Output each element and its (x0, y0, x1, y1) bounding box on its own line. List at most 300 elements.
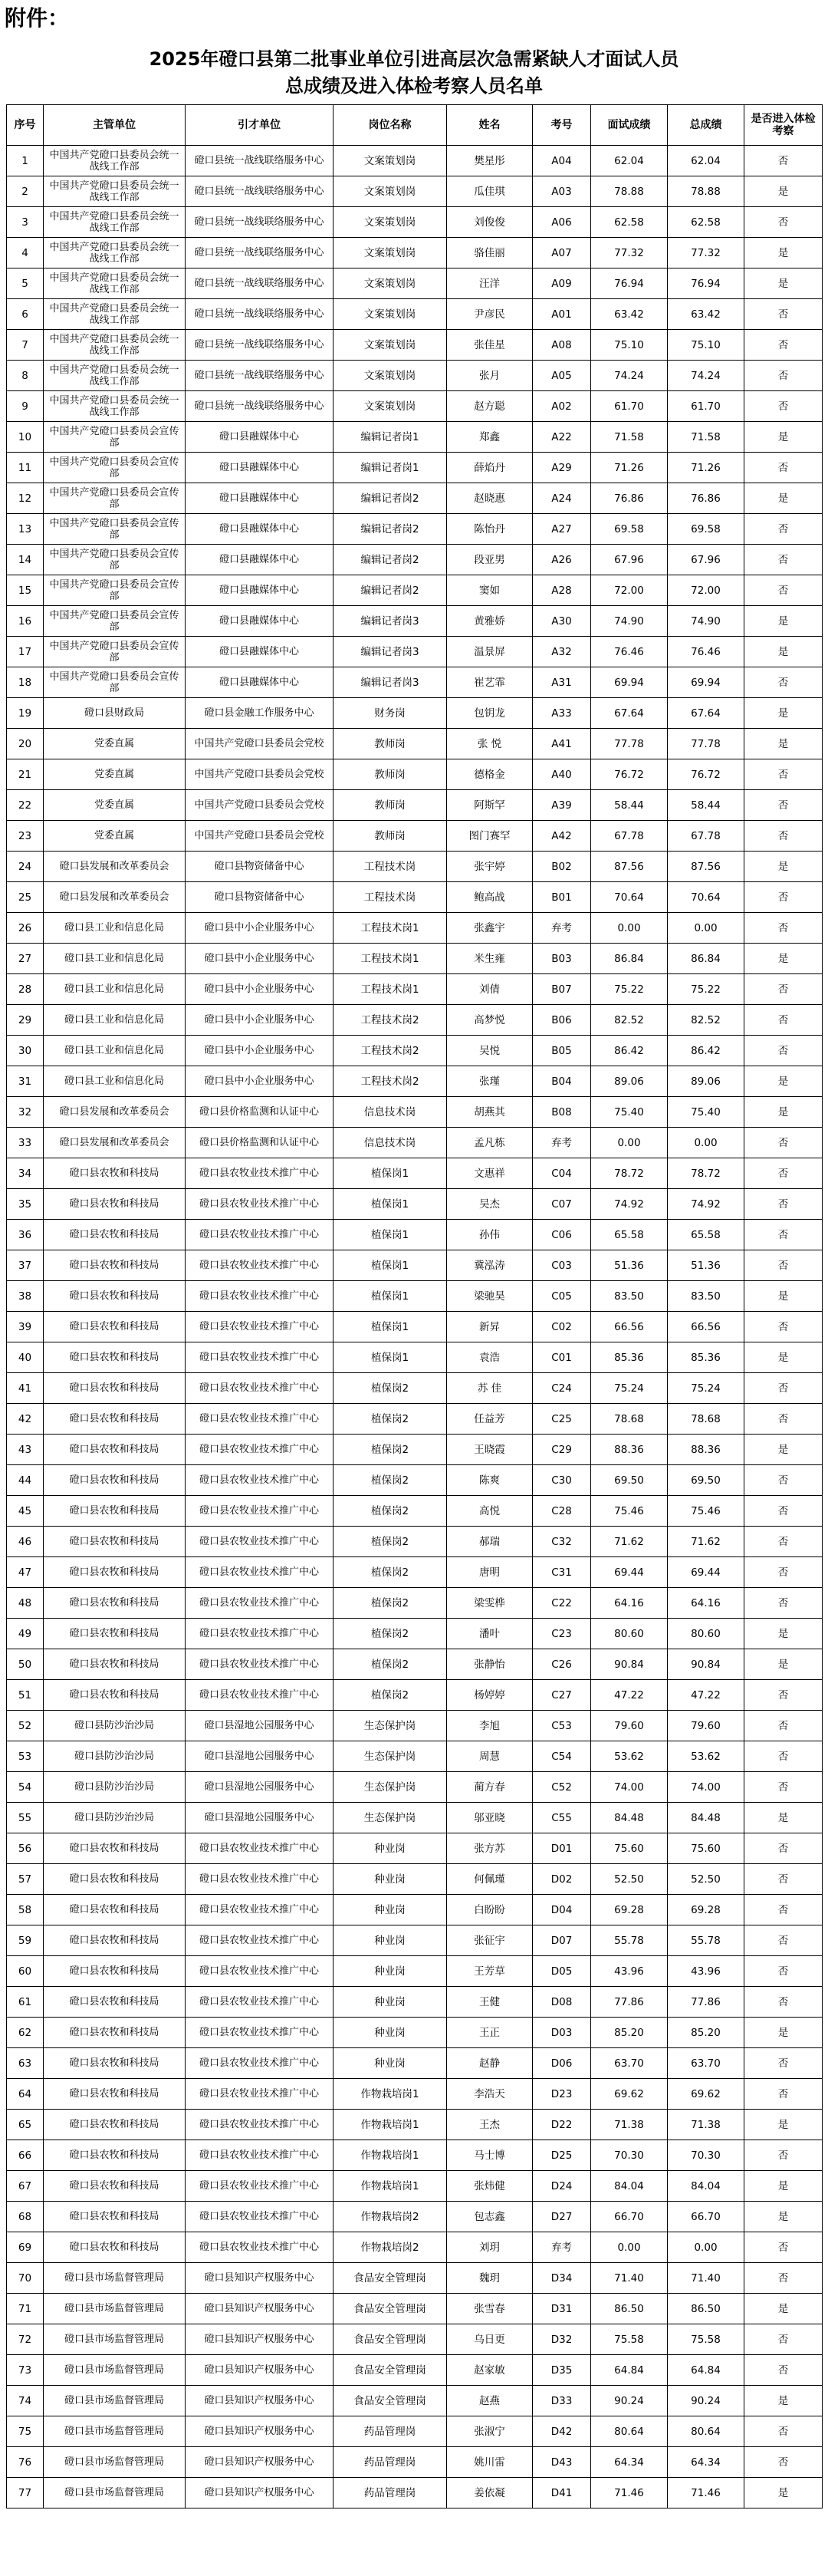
department-cell: 磴口县农牧和科技局 (44, 2048, 186, 2079)
unit-cell: 磴口县农牧业技术推广中心 (186, 1312, 334, 1342)
exam-number-cell: A29 (533, 453, 591, 483)
exam-number-cell: A27 (533, 514, 591, 545)
name-cell: 梁雯桦 (447, 1588, 533, 1619)
interview-score-cell: 85.20 (591, 2018, 668, 2048)
position-cell: 编辑记者岗1 (334, 453, 447, 483)
unit-cell: 磴口县统一战线联络服务中心 (186, 268, 334, 299)
interview-score-cell: 66.70 (591, 2202, 668, 2232)
seq-cell: 75 (7, 2416, 44, 2447)
table-row (7, 1435, 823, 1465)
interview-score-cell: 63.42 (591, 299, 668, 330)
exam-number-cell: B01 (533, 882, 591, 913)
total-score-cell: 62.58 (668, 207, 744, 238)
table-row (7, 2232, 823, 2263)
header-cell: 序号 (7, 105, 44, 146)
table-row (7, 1956, 823, 1987)
name-cell: 张静怡 (447, 1649, 533, 1680)
name-cell: 郝瑞 (447, 1527, 533, 1557)
seq-cell: 42 (7, 1404, 44, 1435)
total-score-cell: 80.60 (668, 1619, 744, 1649)
unit-cell: 磴口县融媒体中心 (186, 667, 334, 698)
interview-score-cell: 69.62 (591, 2079, 668, 2110)
interview-score-cell: 75.60 (591, 1833, 668, 1864)
table-row (7, 1128, 823, 1158)
unit-cell: 磴口县融媒体中心 (186, 514, 334, 545)
interview-score-cell: 43.96 (591, 1956, 668, 1987)
exam-number-cell: C29 (533, 1435, 591, 1465)
table-body (7, 146, 823, 2508)
department-cell: 磴口县农牧和科技局 (44, 1833, 186, 1864)
department-cell: 磴口县农牧和科技局 (44, 1864, 186, 1895)
result-cell: 否 (744, 1772, 823, 1803)
position-cell: 作物栽培岗1 (334, 2140, 447, 2171)
department-cell: 磴口县发展和改革委员会 (44, 1097, 186, 1128)
result-cell: 是 (744, 1066, 823, 1097)
seq-cell: 34 (7, 1158, 44, 1189)
exam-number-cell: A32 (533, 637, 591, 667)
table-row (7, 1680, 823, 1711)
unit-cell: 磴口县中小企业服务中心 (186, 944, 334, 974)
department-cell: 磴口县市场监督管理局 (44, 2416, 186, 2447)
header-cell: 主管单位 (44, 105, 186, 146)
result-cell: 否 (744, 2324, 823, 2355)
position-cell: 食品安全管理岗 (334, 2386, 447, 2416)
result-cell: 否 (744, 1005, 823, 1036)
table-row (7, 1833, 823, 1864)
unit-cell: 磴口县农牧业技术推广中心 (186, 1619, 334, 1649)
total-score-cell: 86.42 (668, 1036, 744, 1066)
position-cell: 教师岗 (334, 821, 447, 852)
seq-cell: 36 (7, 1220, 44, 1250)
position-cell: 食品安全管理岗 (334, 2324, 447, 2355)
unit-cell: 磴口县农牧业技术推广中心 (186, 1220, 334, 1250)
total-score-cell: 83.50 (668, 1281, 744, 1312)
department-cell: 磴口县农牧和科技局 (44, 1649, 186, 1680)
result-cell: 否 (744, 1189, 823, 1220)
table-row (7, 852, 823, 882)
table-row (7, 1649, 823, 1680)
result-cell: 否 (744, 2048, 823, 2079)
result-cell: 否 (744, 1404, 823, 1435)
position-cell: 编辑记者岗2 (334, 483, 447, 514)
position-cell: 生态保护岗 (334, 1711, 447, 1741)
seq-cell: 54 (7, 1772, 44, 1803)
position-cell: 编辑记者岗2 (334, 545, 447, 575)
exam-number-cell: D04 (533, 1895, 591, 1925)
exam-number-cell: A05 (533, 361, 591, 391)
unit-cell: 磴口县农牧业技术推广中心 (186, 1680, 334, 1711)
unit-cell: 磴口县农牧业技术推广中心 (186, 1373, 334, 1404)
department-cell: 磴口县工业和信息化局 (44, 944, 186, 974)
total-score-cell: 64.84 (668, 2355, 744, 2386)
total-score-cell: 69.28 (668, 1895, 744, 1925)
table-row (7, 1465, 823, 1496)
total-score-cell: 75.24 (668, 1373, 744, 1404)
department-cell: 磴口县发展和改革委员会 (44, 852, 186, 882)
total-score-cell: 89.06 (668, 1066, 744, 1097)
exam-number-cell: A08 (533, 330, 591, 361)
department-cell: 中国共产党磴口县委员会宣传部 (44, 606, 186, 637)
department-cell: 磴口县农牧和科技局 (44, 1220, 186, 1250)
result-cell: 否 (744, 575, 823, 606)
name-cell: 黄雅娇 (447, 606, 533, 637)
seq-cell: 2 (7, 176, 44, 207)
total-score-cell: 90.24 (668, 2386, 744, 2416)
department-cell: 磴口县工业和信息化局 (44, 1036, 186, 1066)
department-cell: 中国共产党磴口县委员会统一战线工作部 (44, 268, 186, 299)
seq-cell: 53 (7, 1741, 44, 1772)
position-cell: 文案策划岗 (334, 238, 447, 268)
table-row (7, 1373, 823, 1404)
unit-cell: 磴口县农牧业技术推广中心 (186, 2018, 334, 2048)
unit-cell: 磴口县融媒体中心 (186, 575, 334, 606)
seq-cell: 73 (7, 2355, 44, 2386)
seq-cell: 33 (7, 1128, 44, 1158)
exam-number-cell: A07 (533, 238, 591, 268)
interview-score-cell: 74.24 (591, 361, 668, 391)
exam-number-cell: C31 (533, 1557, 591, 1588)
position-cell: 药品管理岗 (334, 2447, 447, 2478)
department-cell: 中国共产党磴口县委员会宣传部 (44, 545, 186, 575)
header-cell: 是否进入体检考察 (744, 105, 823, 146)
position-cell: 文案策划岗 (334, 391, 447, 422)
unit-cell: 磴口县融媒体中心 (186, 422, 334, 453)
seq-cell: 7 (7, 330, 44, 361)
table-row (7, 790, 823, 821)
interview-score-cell: 86.42 (591, 1036, 668, 1066)
seq-cell: 56 (7, 1833, 44, 1864)
position-cell: 文案策划岗 (334, 268, 447, 299)
seq-cell: 27 (7, 944, 44, 974)
name-cell: 蔺方春 (447, 1772, 533, 1803)
seq-cell: 24 (7, 852, 44, 882)
result-cell: 是 (744, 2202, 823, 2232)
interview-score-cell: 80.60 (591, 1619, 668, 1649)
interview-score-cell: 64.34 (591, 2447, 668, 2478)
exam-number-cell: A01 (533, 299, 591, 330)
table-row (7, 2110, 823, 2140)
department-cell: 中国共产党磴口县委员会统一战线工作部 (44, 176, 186, 207)
position-cell: 编辑记者岗2 (334, 514, 447, 545)
result-cell: 否 (744, 1250, 823, 1281)
table-row (7, 2324, 823, 2355)
name-cell: 苏 佳 (447, 1373, 533, 1404)
name-cell: 崔艺霏 (447, 667, 533, 698)
total-score-cell: 75.22 (668, 974, 744, 1005)
position-cell: 植保岗1 (334, 1312, 447, 1342)
name-cell: 袁浩 (447, 1342, 533, 1373)
table-row (7, 2202, 823, 2232)
exam-number-cell: D35 (533, 2355, 591, 2386)
result-cell: 否 (744, 1680, 823, 1711)
unit-cell: 磴口县中小企业服务中心 (186, 974, 334, 1005)
result-cell: 否 (744, 759, 823, 790)
department-cell: 磴口县防沙治沙局 (44, 1803, 186, 1833)
unit-cell: 磴口县融媒体中心 (186, 637, 334, 667)
seq-cell: 16 (7, 606, 44, 637)
table-row (7, 698, 823, 729)
header-cell: 总成绩 (668, 105, 744, 146)
total-score-cell: 76.86 (668, 483, 744, 514)
position-cell: 生态保护岗 (334, 1803, 447, 1833)
total-score-cell: 55.78 (668, 1925, 744, 1956)
interview-score-cell: 64.84 (591, 2355, 668, 2386)
exam-number-cell: A04 (533, 146, 591, 176)
result-cell: 否 (744, 391, 823, 422)
table-row (7, 1925, 823, 1956)
name-cell: 邬亚晓 (447, 1803, 533, 1833)
name-cell: 王健 (447, 1987, 533, 2018)
department-cell: 磴口县农牧和科技局 (44, 2079, 186, 2110)
name-cell: 刘玥 (447, 2232, 533, 2263)
position-cell: 植保岗1 (334, 1189, 447, 1220)
name-cell: 胡燕其 (447, 1097, 533, 1128)
name-cell: 高悦 (447, 1496, 533, 1527)
result-cell: 否 (744, 1925, 823, 1956)
unit-cell: 磴口县融媒体中心 (186, 545, 334, 575)
table-row (7, 637, 823, 667)
unit-cell: 磴口县统一战线联络服务中心 (186, 391, 334, 422)
interview-score-cell: 76.46 (591, 637, 668, 667)
interview-score-cell: 58.44 (591, 790, 668, 821)
interview-score-cell: 75.10 (591, 330, 668, 361)
department-cell: 磴口县农牧和科技局 (44, 1373, 186, 1404)
annex-label: 附件： (5, 5, 70, 31)
exam-number-cell: A28 (533, 575, 591, 606)
exam-number-cell: C55 (533, 1803, 591, 1833)
table-row (7, 361, 823, 391)
name-cell: 赵家敏 (447, 2355, 533, 2386)
position-cell: 文案策划岗 (334, 330, 447, 361)
position-cell: 种业岗 (334, 1925, 447, 1956)
result-cell: 是 (744, 2018, 823, 2048)
seq-cell: 35 (7, 1189, 44, 1220)
name-cell: 李浩天 (447, 2079, 533, 2110)
seq-cell: 61 (7, 1987, 44, 2018)
position-cell: 药品管理岗 (334, 2478, 447, 2508)
name-cell: 郑鑫 (447, 422, 533, 453)
name-cell: 赵静 (447, 2048, 533, 2079)
interview-score-cell: 70.30 (591, 2140, 668, 2171)
seq-cell: 62 (7, 2018, 44, 2048)
table-row (7, 176, 823, 207)
interview-score-cell: 90.84 (591, 1649, 668, 1680)
position-cell: 教师岗 (334, 790, 447, 821)
name-cell: 王晓霞 (447, 1435, 533, 1465)
unit-cell: 磴口县农牧业技术推广中心 (186, 1496, 334, 1527)
name-cell: 张鑫宇 (447, 913, 533, 944)
unit-cell: 磴口县融媒体中心 (186, 483, 334, 514)
seq-cell: 5 (7, 268, 44, 299)
table-row (7, 146, 823, 176)
header-cell: 引才单位 (186, 105, 334, 146)
interview-score-cell: 78.88 (591, 176, 668, 207)
total-score-cell: 61.70 (668, 391, 744, 422)
position-cell: 植保岗2 (334, 1619, 447, 1649)
seq-cell: 77 (7, 2478, 44, 2508)
exam-number-cell: A22 (533, 422, 591, 453)
result-cell: 否 (744, 1036, 823, 1066)
department-cell: 磴口县市场监督管理局 (44, 2324, 186, 2355)
unit-cell: 磴口县农牧业技术推广中心 (186, 1864, 334, 1895)
department-cell: 中国共产党磴口县委员会统一战线工作部 (44, 207, 186, 238)
position-cell: 文案策划岗 (334, 299, 447, 330)
name-cell: 张征宇 (447, 1925, 533, 1956)
total-score-cell: 71.46 (668, 2478, 744, 2508)
exam-number-cell: A31 (533, 667, 591, 698)
result-cell: 否 (744, 1312, 823, 1342)
unit-cell: 磴口县农牧业技术推广中心 (186, 1527, 334, 1557)
table-row (7, 545, 823, 575)
unit-cell: 中国共产党磴口县委员会党校 (186, 729, 334, 759)
interview-score-cell: 84.48 (591, 1803, 668, 1833)
total-score-cell: 66.70 (668, 2202, 744, 2232)
total-score-cell: 75.46 (668, 1496, 744, 1527)
unit-cell: 磴口县农牧业技术推广中心 (186, 1250, 334, 1281)
position-cell: 生态保护岗 (334, 1741, 447, 1772)
department-cell: 中国共产党磴口县委员会宣传部 (44, 637, 186, 667)
department-cell: 磴口县农牧和科技局 (44, 1895, 186, 1925)
table-row (7, 2355, 823, 2386)
total-score-cell: 78.72 (668, 1158, 744, 1189)
exam-number-cell: A06 (533, 207, 591, 238)
interview-score-cell: 87.56 (591, 852, 668, 882)
total-score-cell: 71.58 (668, 422, 744, 453)
position-cell: 食品安全管理岗 (334, 2355, 447, 2386)
department-cell: 磴口县农牧和科技局 (44, 1312, 186, 1342)
seq-cell: 58 (7, 1895, 44, 1925)
exam-number-cell: A09 (533, 268, 591, 299)
result-cell: 否 (744, 1220, 823, 1250)
total-score-cell: 67.64 (668, 698, 744, 729)
title-line-1: 2025年磴口县第二批事业单位引进高层次急需紧缺人才面试人员 (149, 48, 679, 70)
table-row (7, 2140, 823, 2171)
name-cell: 刘倩 (447, 974, 533, 1005)
total-score-cell: 70.30 (668, 2140, 744, 2171)
total-score-cell: 86.84 (668, 944, 744, 974)
result-cell: 否 (744, 545, 823, 575)
total-score-cell: 74.92 (668, 1189, 744, 1220)
exam-number-cell: A41 (533, 729, 591, 759)
name-cell: 任益芳 (447, 1404, 533, 1435)
result-cell: 否 (744, 821, 823, 852)
department-cell: 中国共产党磴口县委员会统一战线工作部 (44, 146, 186, 176)
interview-score-cell: 62.04 (591, 146, 668, 176)
position-cell: 作物栽培岗1 (334, 2110, 447, 2140)
interview-score-cell: 77.78 (591, 729, 668, 759)
department-cell: 磴口县发展和改革委员会 (44, 1128, 186, 1158)
unit-cell: 磴口县农牧业技术推广中心 (186, 1404, 334, 1435)
total-score-cell: 82.52 (668, 1005, 744, 1036)
seq-cell: 50 (7, 1649, 44, 1680)
total-score-cell: 67.96 (668, 545, 744, 575)
exam-number-cell: D08 (533, 1987, 591, 2018)
name-cell: 鲍高战 (447, 882, 533, 913)
position-cell: 作物栽培岗1 (334, 2171, 447, 2202)
name-cell: 包钥龙 (447, 698, 533, 729)
department-cell: 磴口县农牧和科技局 (44, 1527, 186, 1557)
total-score-cell: 69.94 (668, 667, 744, 698)
exam-number-cell: B08 (533, 1097, 591, 1128)
seq-cell: 23 (7, 821, 44, 852)
result-cell: 否 (744, 2263, 823, 2294)
interview-score-cell: 86.50 (591, 2294, 668, 2324)
unit-cell: 磴口县湿地公园服务中心 (186, 1711, 334, 1741)
table-row (7, 2018, 823, 2048)
department-cell: 磴口县农牧和科技局 (44, 1250, 186, 1281)
name-cell: 张 悦 (447, 729, 533, 759)
position-cell: 植保岗2 (334, 1680, 447, 1711)
exam-number-cell: D05 (533, 1956, 591, 1987)
exam-number-cell: D22 (533, 2110, 591, 2140)
department-cell: 中国共产党磴口县委员会宣传部 (44, 453, 186, 483)
interview-score-cell: 71.58 (591, 422, 668, 453)
department-cell: 中国共产党磴口县委员会统一战线工作部 (44, 299, 186, 330)
name-cell: 包志鑫 (447, 2202, 533, 2232)
interview-score-cell: 74.90 (591, 606, 668, 637)
exam-number-cell: A26 (533, 545, 591, 575)
position-cell: 种业岗 (334, 2048, 447, 2079)
name-cell: 姜依凝 (447, 2478, 533, 2508)
interview-score-cell: 76.86 (591, 483, 668, 514)
unit-cell: 磴口县中小企业服务中心 (186, 1036, 334, 1066)
result-cell: 是 (744, 1281, 823, 1312)
interview-score-cell: 72.00 (591, 575, 668, 606)
exam-number-cell: C25 (533, 1404, 591, 1435)
result-cell: 是 (744, 1619, 823, 1649)
result-cell: 否 (744, 882, 823, 913)
exam-number-cell: D03 (533, 2018, 591, 2048)
table-row (7, 1189, 823, 1220)
position-cell: 生态保护岗 (334, 1772, 447, 1803)
interview-score-cell: 90.24 (591, 2386, 668, 2416)
seq-cell: 21 (7, 759, 44, 790)
unit-cell: 磴口县农牧业技术推广中心 (186, 1281, 334, 1312)
total-score-cell: 53.62 (668, 1741, 744, 1772)
result-cell: 否 (744, 1895, 823, 1925)
name-cell: 新昇 (447, 1312, 533, 1342)
interview-score-cell: 69.50 (591, 1465, 668, 1496)
table-row (7, 1158, 823, 1189)
total-score-cell: 71.62 (668, 1527, 744, 1557)
total-score-cell: 70.64 (668, 882, 744, 913)
result-cell: 是 (744, 1649, 823, 1680)
exam-number-cell: C30 (533, 1465, 591, 1496)
unit-cell: 磴口县农牧业技术推广中心 (186, 1895, 334, 1925)
table-row (7, 207, 823, 238)
table-row (7, 1250, 823, 1281)
seq-cell: 4 (7, 238, 44, 268)
unit-cell: 磴口县统一战线联络服务中心 (186, 361, 334, 391)
interview-score-cell: 51.36 (591, 1250, 668, 1281)
header-cell: 考号 (533, 105, 591, 146)
result-cell: 是 (744, 1342, 823, 1373)
table-row (7, 2447, 823, 2478)
department-cell: 磴口县农牧和科技局 (44, 2140, 186, 2171)
exam-number-cell: C27 (533, 1680, 591, 1711)
total-score-cell: 63.70 (668, 2048, 744, 2079)
seq-cell: 10 (7, 422, 44, 453)
total-score-cell: 58.44 (668, 790, 744, 821)
interview-score-cell: 71.38 (591, 2110, 668, 2140)
position-cell: 种业岗 (334, 1956, 447, 1987)
table-row (7, 514, 823, 545)
seq-cell: 48 (7, 1588, 44, 1619)
table-row (7, 268, 823, 299)
unit-cell: 磴口县农牧业技术推广中心 (186, 1158, 334, 1189)
department-cell: 磴口县防沙治沙局 (44, 1741, 186, 1772)
total-score-cell: 74.90 (668, 606, 744, 637)
